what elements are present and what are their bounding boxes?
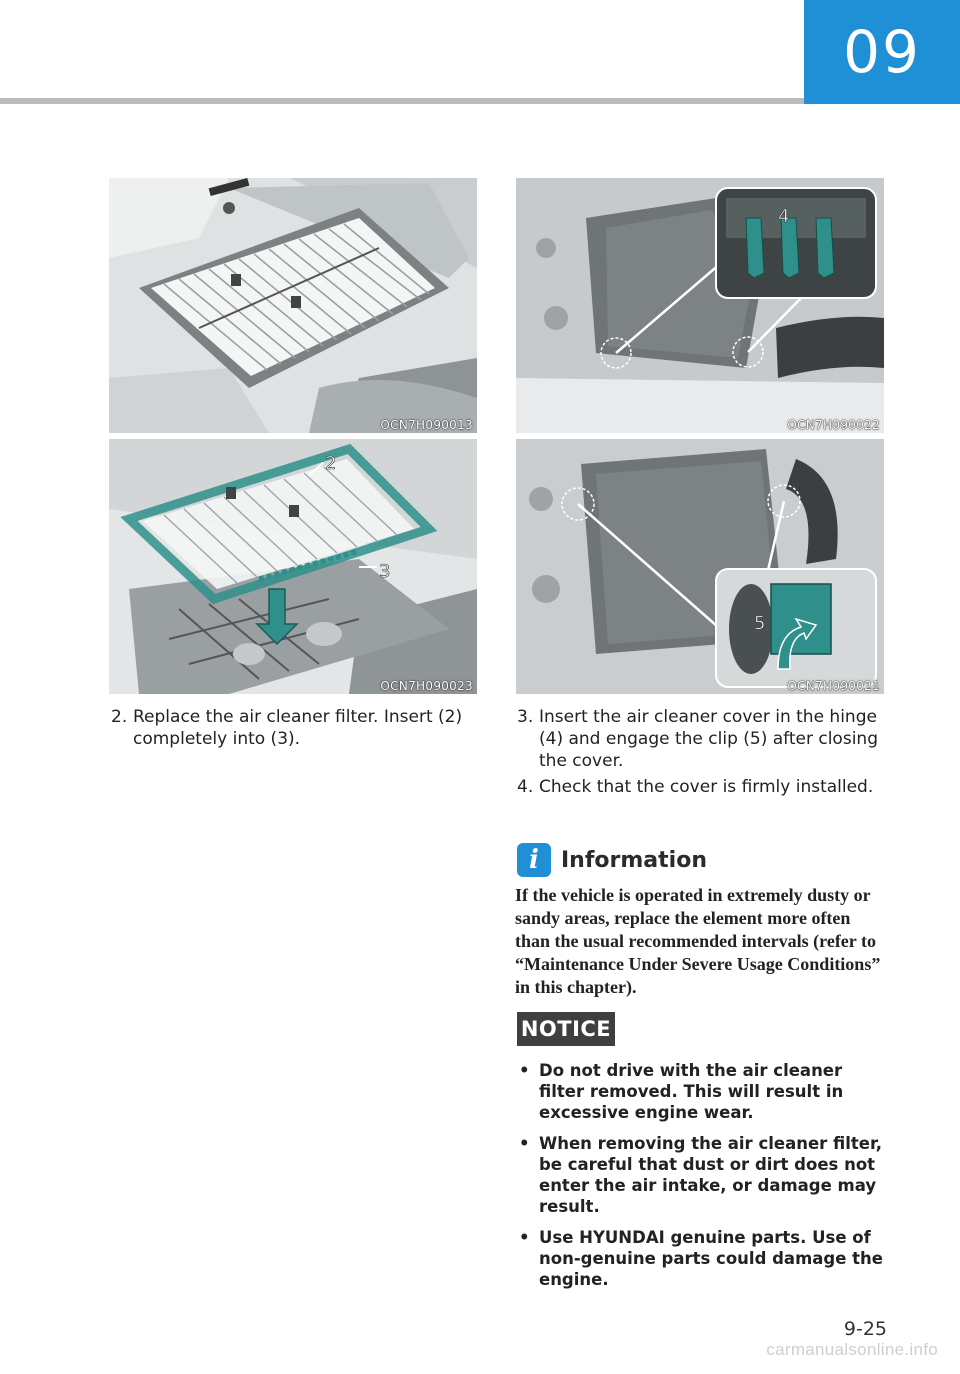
step-text: Replace the air cleaner filter. Insert (2) completely into (3). [133, 707, 463, 749]
notice-item-text: Use HYUNDAI genuine parts. Use of non-genuine parts could damage the engine. [539, 1228, 883, 1289]
notice-item [517, 1133, 889, 1217]
step-number: 2. [111, 707, 128, 727]
figure-code: OCN7H090021 [787, 679, 880, 693]
notice-label: NOTICE [517, 1012, 615, 1046]
callout-4: 4 [778, 206, 790, 227]
figure-code: OCN7H090013 [380, 418, 473, 432]
figure-clip [516, 439, 884, 694]
chapter-tab: 09 [804, 0, 960, 104]
clip-illustration [516, 439, 884, 694]
bullet-glyph: • [519, 1061, 530, 1080]
hinge-illustration [516, 178, 884, 433]
figure-hinge [516, 178, 884, 433]
step-4 [517, 776, 885, 798]
insert-illustration [109, 439, 477, 694]
information-title: Information [561, 847, 707, 873]
notice-item [517, 1227, 889, 1290]
notice-item [517, 1060, 889, 1123]
step-number: 4. [517, 777, 534, 797]
step-text: Check that the cover is firmly installed. [539, 777, 874, 797]
information-heading [517, 840, 707, 880]
notice-item-text: Do not drive with the air cleaner filter removed. This will result in excessive engine wear. [539, 1061, 844, 1122]
step-2 [111, 706, 477, 750]
information-body: If the vehicle is operated in extremely dusty or sandy areas, replace the element more often than the usual recommended intervals (refer to “Maintenance Under Severe Usage Conditions” in this chapter). [515, 885, 881, 997]
notice-list [517, 1060, 889, 1300]
figure-filter-in-housing [109, 178, 477, 433]
bullet-glyph: • [519, 1134, 530, 1153]
step-number: 3. [517, 707, 534, 727]
step-text: Insert the air cleaner cover in the hinge (4) and engage the clip (5) after closing the cover. [539, 707, 878, 771]
callout-5: 5 [754, 613, 766, 634]
watermark: carmanualsonline.info [766, 1340, 938, 1359]
filter-illustration [109, 178, 477, 433]
page-number: 9-25 [843, 1318, 887, 1340]
figure-code: OCN7H090022 [787, 418, 880, 432]
info-icon: i [517, 843, 551, 877]
callout-2: 2 [325, 453, 337, 474]
figure-insert-filter [109, 439, 477, 694]
callout-3: 3 [379, 561, 391, 582]
notice-item-text: When removing the air cleaner filter, be careful that dust or dirt does not enter the air intake, or damage may result. [539, 1134, 882, 1216]
header-rule [0, 98, 804, 104]
bullet-glyph: • [519, 1228, 530, 1247]
step-3 [517, 706, 885, 772]
figure-code: OCN7H090023 [380, 679, 473, 693]
